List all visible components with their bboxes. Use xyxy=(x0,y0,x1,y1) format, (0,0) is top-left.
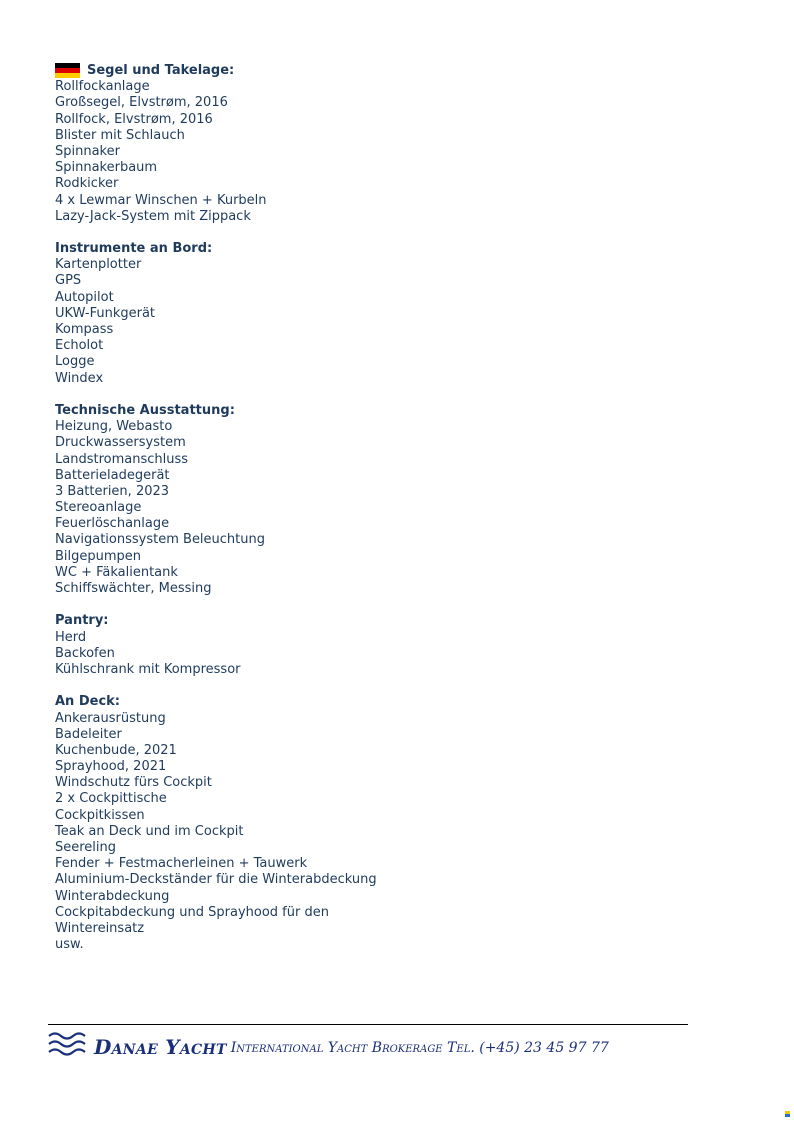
section-heading: Technische Ausstattung: xyxy=(55,402,235,418)
waves-logo-icon xyxy=(48,1030,86,1058)
section-technical-equipment xyxy=(55,403,695,597)
footer-divider xyxy=(48,1024,688,1025)
section-pantry xyxy=(55,613,695,678)
list-item: Backofen xyxy=(55,645,115,661)
list-item: 3 Batterien, 2023 xyxy=(55,483,170,499)
list-item: Fender + Festmacherleinen + Tauwerk xyxy=(55,856,308,872)
equipment-list xyxy=(55,63,695,970)
list-item: Badeleiter xyxy=(55,726,122,742)
footer xyxy=(48,1028,609,1058)
list-item: Heizung, Webasto xyxy=(55,419,173,435)
list-item: Windschutz fürs Cockpit xyxy=(55,775,212,791)
list-item: WC + Fäkalientank xyxy=(55,564,178,580)
list-item: Navigationssystem Beleuchtung xyxy=(55,532,265,548)
section-heading: Pantry: xyxy=(55,613,109,629)
list-item: Rollfockanlage xyxy=(55,79,150,95)
section-heading-row xyxy=(55,63,695,79)
list-item: Aluminium-Deckständer für die Winterabdeckung xyxy=(55,872,377,888)
list-item: Kühlschrank mit Kompressor xyxy=(55,661,241,677)
list-item: GPS xyxy=(55,273,82,289)
list-item: 4 x Lewmar Winschen + Kurbeln xyxy=(55,192,267,208)
corner-mark-icon xyxy=(785,1111,790,1117)
list-item: Seereling xyxy=(55,840,117,855)
list-item: Sprayhood, 2021 xyxy=(55,759,167,775)
list-item: Lazy-Jack-System mit Zippack xyxy=(55,208,251,224)
list-item: Druckwassersystem xyxy=(55,435,186,451)
list-item: Autopilot xyxy=(55,289,114,305)
section-heading: An Deck: xyxy=(55,694,120,710)
list-item: Kuchenbude, 2021 xyxy=(55,742,177,758)
list-item: Schiffswächter, Messing xyxy=(55,581,212,596)
list-item: Batterieladegerät xyxy=(55,467,170,483)
list-item: Windex xyxy=(55,370,104,386)
list-item: Kompass xyxy=(55,322,114,337)
list-item: Stereoanlage xyxy=(55,500,142,516)
list-item: Kartenplotter xyxy=(55,257,142,273)
list-item: Blister mit Schlauch xyxy=(55,127,185,143)
item-list xyxy=(55,630,695,679)
list-item: Ankerausrüstung xyxy=(55,710,166,726)
list-item: Spinnaker xyxy=(55,143,120,159)
list-item: Rodkicker xyxy=(55,176,119,192)
list-item: Herd xyxy=(55,629,87,645)
list-item: Cockpitabdeckung und Sprayhood für den xyxy=(55,904,329,920)
list-item: Cockpitkissen xyxy=(55,807,145,823)
list-item: Wintereinsatz xyxy=(55,920,145,936)
section-heading: Segel und Takelage: xyxy=(87,63,235,78)
list-item: Rollfock, Elvstrøm, 2016 xyxy=(55,111,213,127)
section-on-deck xyxy=(55,694,695,953)
item-list xyxy=(55,79,695,225)
section-heading: Instrumente an Bord: xyxy=(55,241,213,257)
item-list xyxy=(55,711,695,954)
list-item: Landstromanschluss xyxy=(55,451,189,467)
item-list xyxy=(55,257,695,387)
brand-tagline: International Yacht Brokerage Tel. (+45) 23 45 97 77 xyxy=(230,1040,609,1056)
section-instruments xyxy=(55,241,695,387)
list-item: Großsegel, Elvstrøm, 2016 xyxy=(55,95,228,111)
brand-name: Danae Yacht xyxy=(94,1035,227,1059)
list-item: usw. xyxy=(55,937,84,953)
germany-flag-icon xyxy=(55,63,80,78)
list-item: Feuerlöschanlage xyxy=(55,516,170,532)
list-item: Teak an Deck und im Cockpit xyxy=(55,823,244,839)
list-item: UKW-Funkgerät xyxy=(55,305,156,321)
list-item: Bilgepumpen xyxy=(55,548,142,564)
list-item: Winterabdeckung xyxy=(55,888,170,904)
section-sails-rigging xyxy=(55,63,695,225)
item-list xyxy=(55,419,695,597)
list-item: Echolot xyxy=(55,338,104,354)
list-item: Spinnakerbaum xyxy=(55,160,158,176)
list-item: Logge xyxy=(55,354,95,370)
list-item: 2 x Cockpittische xyxy=(55,791,167,807)
